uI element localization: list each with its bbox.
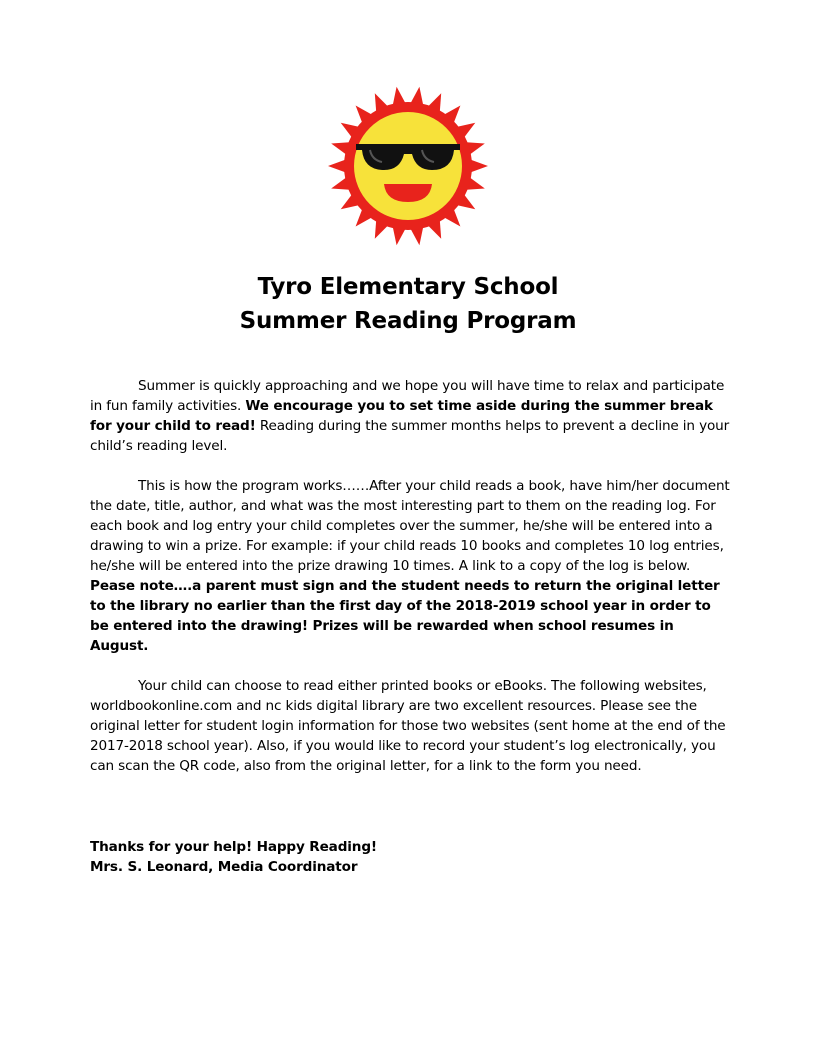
school-name: Tyro Elementary School <box>257 274 559 300</box>
program-title: Summer Reading Program <box>239 308 577 334</box>
sun-with-sunglasses-icon <box>326 84 490 248</box>
paragraph-intro <box>90 376 730 456</box>
closing-block <box>90 837 690 877</box>
paragraph-emphasis: Pease note….a parent must sign and the student needs to return the original letter to the library no earlier than the first day of the 2018-2019 school year in order to be entered into the drawing! Prizes will be rewarded when school resumes in August. <box>90 578 720 654</box>
closing-thanks: Thanks for your help! Happy Reading! <box>90 839 377 855</box>
paragraph-text: Reading during the summer months helps to prevent a decline in your child’s reading level. <box>90 418 730 454</box>
paragraph-resources <box>90 676 730 776</box>
signature: Mrs. S. Leonard, Media Coordinator <box>90 859 358 875</box>
paragraph-text: This is how the program works……After your child reads a book, have him/her document the date, title, author, and what was the most interesting part to them on the reading log. For each book and log entry your child completes over the summer, he/she will be entered into a drawing to win a prize. For example: if your child reads 10 books and completes 10 log entries, he/she will be entered into the prize drawing 10 times. A link to a copy of the log is below. <box>90 478 730 574</box>
paragraph-how-it-works <box>90 476 730 656</box>
paragraph-text: Your child can choose to read either printed books or eBooks. The following websites, worldbookonline.com and nc kids digital library are two excellent resources. Please see the original letter for student login information for those two websites (sent home at the end of the 2017-2018 school year). Also, if you would like to record your student’s log electronically, you can scan the QR code, also from the original letter, for a link to the form you need. <box>90 678 726 774</box>
title-block <box>0 270 816 338</box>
paragraph-emphasis: We encourage you to set time aside during the summer break for your child to read! <box>90 398 713 434</box>
letter-body <box>90 376 730 796</box>
paragraph-text: Summer is quickly approaching and we hope you will have time to relax and participate in fun family activities. <box>90 378 725 414</box>
